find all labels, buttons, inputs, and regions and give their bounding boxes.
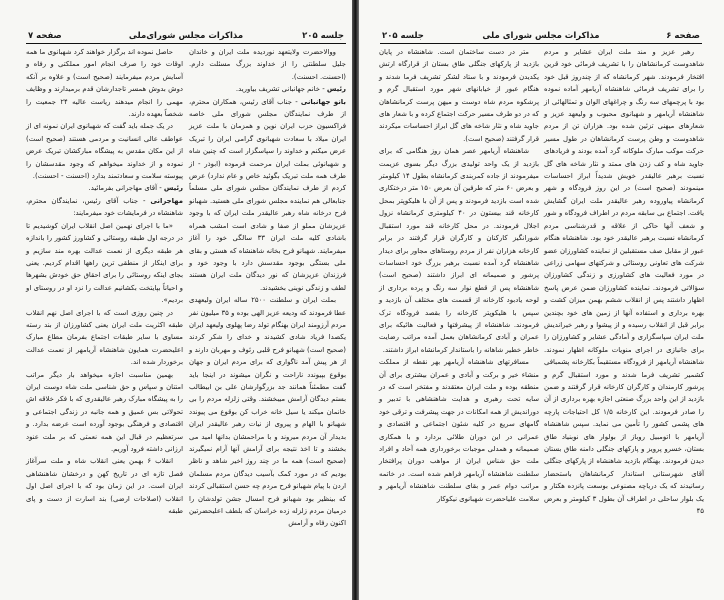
paragraph-text: مسافرتهای شاهنشاه آریامهر بهر نقطه از مملکت منشاء خیر و برکت و آبادی و عمران بیشتری برای آن منطقه بوده و ملت ایران معتقدند و مفتخر است که در سایه تحت رهبری و هدایت شاهنشاهی با تدبیر و دوراندیش از همه امکانات در جهت پیشرفت و ترقی خود گامهای سریع در کلیه شئون اجتماعی و اقتصادی و عمرانی در این دوران طلائی بردارد و با همکاری صمیمانه و همدلی موجبات برخورداری همه آحاد و افراد ملت حق شناس ایران از مواهب دوران پرافتخار سلطنت شاهنشاه آریامهر فراهم شده است. در خاتمه مراتب دوام عمر و بقای سلطنت شاهنشاه آریامهر و سلامت علیاحضرت شهبانوی نیکوکار bbox=[379, 358, 539, 503]
paragraph bbox=[26, 120, 183, 182]
paragraph bbox=[26, 46, 183, 120]
text-column bbox=[26, 46, 183, 517]
paragraph-text: - جناب آقای رئیس، همکاران محترم، از طرف نمایندگان مجلس شورای ملی خاصه فراکسیون حزب ایران نوین و همزمان با ملت عزیز ایران میلاد با سعادت شهبانوی گرامی ایران را تبریک عرض میکنم و خداوند را سپاسگزار است که چنین شاه و شهبانوئی بملت ایران مرحمت فرموده (ابوذر - از طرف همه ملت تبریک بگوئید خاص و عام ندارد) عرض کردم از طرف نمایندگان مجلس شورای ملی مسلماً جنابعالی هم نماینده مجلس شورای ملی هستید. شهبانو فرح درخانه شاه رهبر عالیقدر ملت ایران که با وجود عزیزشان مملو از صفا و شادی است امشب همراه باشادی کلیه ملت ایران ۳۳ سالگی خود را آغاز میفرمایند. شهبانو فرح بخانه شاهنشاه که هستی و بقای ملی بستگی بوجود مقدسش دارد با وجود خود و فرزندان عزیزشان که نور دیدگان ملت ایران هستند لطف و زندگی نوینی بخشیدند. bbox=[189, 97, 346, 292]
paragraph-text: متر در دست ساختمان است. شاهنشاه در پایان بازدید از پارکهای جنگلی طاق بستان از قرارگاه ارتش یکدیدن فرمودند و با ستاد لشکر تشریف فرما شدند و هنگام عبور از خیابانهای شهر مورد استقبال گرم و پرشکوه مردم شاه دوست و میهن پرست کرمانشاهان که در دو طرف مسیر حرکت اجتماع کرده و با شعار های جاوید شاه و نثار شاخه های گل ابراز احساسات میکردند قرار گرفتند (صحیح است). bbox=[379, 48, 539, 143]
speaker-name: رئیس bbox=[326, 85, 346, 94]
session-number: جلسه ۲۰۵ bbox=[382, 31, 424, 41]
left-page bbox=[0, 0, 354, 600]
paragraph-text: شاهنشاه آریامهر عصر همان روز هنگامی که برای بازدید از یک واحد تولیدی بزرگ دیگر بسوی عزیمت میفرمودند از جاده کمربندی کرمانشاه بطول ۱۴ کیلومتر و بعرض ۶۰ متر که طرفین آن بعرض ۱۵۰ متر درختکاری شده است بازدید فرمودند و پس از آن با هلیکوپتر بمحل کارخانه قند بیستون در ۴۰ کیلومتری کرمانشاه نزول اجلال فرمودند. در محل کارخانه قند مورد استقبال شورانگیز کارکنان و کارگران قرار گرفتند در برابر کارخانه هزاران نفر از مردم روستاهای مجاور برای دیدار شاهنشاه گرد آمده نسبت برهبر بزرگ خود احساسات پرشور و صمیمانه ای ابراز داشتند (صحیح است) شاهنشاه پس از قطع نوار سه رنگ و پرده برداری از لوحه یادبود کارخانه از قسمت های مختلف آن بازدید و سپس با هلیکوپتر کارخانه را بقصد فرودگاه ترک فرمودند. شاهنشاه از پیشرفتها و فعالیت هائیکه برای عمران و آبادی کرمانشاهان بعمل آمده مراتب رضایت خاطر خطیر شاهانه را باستاندار کرمانشاه ابراز داشتند. bbox=[379, 147, 539, 354]
paragraph-text: رهبر عزیز و مند ملت ایران عشایر و مردم شاهدوست کرمانشاهان را با تشریف فرمائی خود قرین افتخار فرمودند. شهر کرمانشاه که از چندروز قبل خود را برای تشریف فرمائی شاهنشاه آریامهر آماده نموده بود با پرچمهای سه رنگ و چراغهای الوان و تمثالهائی از شاهنشاه آریامهر و شهبانوی محبوب و ولیعهد عزیز و شعارهای میهنی تزئین شده بود. هزاران تن از مردم شاهدوست و وطن پرست کرمانشاهان در طول مسیر حرکت موکب مبارک ملوکانه گرد آمده بودند و فریادهای جاوید شاه و کف زدن های ممتد و نثار شاخه های گل نسبت برهبر عالیقدر خویش شدیداً ابراز احساسات مینمودند (صحیح است) در این روز فرودگاه و شهر کرمانشاه پیاوروده رهبر عالیقدر ملت ایران گشایش یافت. اجتماع بی سابقه مردم در اطراف فرودگاه و شور و شعف آنها حاکی از علاقه و قدرشناسی مردم کرمانشاه نسبت برهبر عالیقدر خود بود. شاهنشاه هنگام عبور از مقابل صف مستقبلین از نماینده کشاورزان عضو شرکت های تعاونی روستائی و شرکتهای سهامی زراعی در مورد فعالیت های کشاورزی و زندگی کشاورزان سؤالاتی فرمودند. نماینده کشاورزان ضمن عرض پاسخ اظهار داشتند پس از انقلاب ششم بهمن میزان کشت و بهره برداری و استفاده آنها از زمین های خود بچندین برابر قبل از انقلاب رسیده و از پیشوا و رهبر خیراندیش ملت ایران سپاسگزاری و آمادگی عشایر و کشاورزان را برای جانبازی در اجرای منویات ملوکانه اظهار نمودند. شاهنشاه آریامهر از فرودگاه مستقیماً بکارخانه پشمبافی کشمیر تشریف فرما شدند و مورد استقبال گرم و پرشور کارمندان و کارگران کارخانه قرار گرفتند و ضمن بازدید از این واحد بزرگ صنعتی اجازه بهره برداری از آن را صادر فرمودند. این کارخانه ۱/۵ کل احتیاجات پارچه های پشمی کشور را تأمین می نماید. سپس شاهنشاه آریامهر با اتومبیل روباز از بولوار های نوبنیاد طاق بستان، خسرو پرویز و پارکهای جنگلی دامنه طاق بستان دیدن فرمودند. بهنگام بازدید شاهنشاه از پارکهای جنگلی آقای شهرستانی استاندار کرمانشاهان باستحضار رسانیدند که یک دریاچه مصنوعی بوسعت پانزده هکتار و یک بلوار ساحلی در اطراف آن بطول ۳ کیلومتر و بعرض ۴۵ bbox=[544, 48, 705, 516]
paragraph-text: - آقای مهاجرانی بفرمائید. bbox=[88, 184, 164, 193]
paragraph bbox=[26, 369, 183, 456]
paragraph bbox=[26, 195, 183, 220]
session-number: جلسه ۲۰۵ bbox=[302, 31, 344, 41]
text-column bbox=[189, 46, 346, 530]
paragraph bbox=[189, 294, 346, 530]
paragraph bbox=[26, 220, 183, 307]
paragraph bbox=[189, 83, 346, 95]
paragraph bbox=[189, 46, 346, 83]
paragraph-text: انقلاب ۶ بهمن یعنی انقلاب شاه و ملت سرآغاز فصل تازه ای در تاریخ کهن و درخشان شاهنشاهی ایران است. در این زمان بود که با اجرای اصل اول انقلاب (اصلاحات ارضی) بند اسارت از دست و پای طبقه bbox=[26, 457, 183, 516]
header-title: مذاکرات مجلس شورای ملی bbox=[482, 31, 600, 41]
paragraph-text: در چنین روزی است که با اجرای اصل نهم انقلاب طبقه اکثریت ملت ایران یعنی کشاورزان از بند رسته مساوی با سایر طبقات اجتماع بفرمان مطاع مبارک اعلیحضرت همایون شاهنشاه آریامهر از نعمت عدالت برخوردار شده اند. bbox=[26, 308, 183, 367]
paragraph bbox=[26, 307, 183, 369]
speaker-name: بانو جهانبانی bbox=[300, 97, 346, 106]
header-title: مذاکرات مجلس شورای‌ملی bbox=[128, 31, 244, 41]
paragraph bbox=[26, 182, 183, 194]
paragraph bbox=[379, 145, 539, 356]
paragraph-text: «ما با اجرای نهمین اصل انقلاب ایران کوشیدیم تا در درجه اول طبقه روستائی و کشاورز کشور را باندازه هر طبقه دیگری از نعمت عدالت بهره مند سازیم و برای اینکار از منطقی ترین راهها اقدام کردیم. یعنی بجای اینکه روستائی را برای احقاق حق خودش بشهرها و احیاناً بپایتخت بکشانیم عدالت را نزد او در روستای او بردیم». bbox=[26, 221, 183, 305]
paragraph-text: بملت ایران و سلطنت ۲۵۰۰ ساله ایران ولیعهدی عطا فرمودند که ودیعه عزیز الهی بوده و ۳۵ میلیون نفر مردم آرزومند ایران بهنگام تولد رضا پهلوی ولیعهد ایران یکصدا فریاد شادی کشیدند و خدای را شکر کردند (صحیح است) شهبانو فرح قلبی رئوف و مهربان دارند و از هر پیش آمد ناگواری که برای مردم ایران و جهان بوقوع بپیوندد ناراحت و نگران میشوند در اینجا باید گفت مطمئناً همانند جد بزرگوارشان علی بن ابیطالب بستم دیدگان آرامش میبخشند. وقتی زلزله مردم را بی خانمان میکند یا سیل خانه خراب کن بوقوع می پیوندد شهبانو با الهام و پیروی از نیات رهبر عالیقدر ایران بدیدار آن مردم میروند و با مراحمشان بدانها امید می بخشند و تا اخذ نتیجه برای آرامش آنها آرام نمیگیرند (صحیح است) همه ما در چند روز اخیر شاهد و ناظر بودیم که در مورد کمک بآسیب دیدگان مردم مسلمان اردن با پیام شهبانو فرح مردم چه حسن استقبالی کردند که بینظیر بود شهبانو فرح امسال جشن تولدشان را درمیان مردم زلزله زده خراسان که بلطف اعلیحضرتین اکنون رفاه و آرامش bbox=[188, 296, 346, 528]
paragraph-text: - جناب آقای رئیس، نمایندگان محترم، شاهنشاه در فرمایشات خود میفرمایند: bbox=[26, 196, 183, 218]
paragraph bbox=[379, 356, 539, 505]
paragraph bbox=[544, 46, 704, 517]
text-column bbox=[544, 46, 704, 517]
paragraph bbox=[189, 96, 346, 295]
paragraph-text: - خانم جهانبانی تشریف بیاورید. bbox=[235, 85, 327, 94]
speaker-name: رئیس bbox=[163, 184, 183, 193]
paragraph-text: بهمین مناسبت اجازه میخواهد بار دیگر مراتب امتنان و سپاس و حق شناسی ملت شاه دوست ایران را به پیشگاه مبارک رهبر عالیقدری که با فکر خلاقه اش تحولاتی بس عمیق و همه جانبه در زندگی اجتماعی و اقتصادی و فرهنگی بوجود آورده است عرضه بدارد. و سرتعظیم در قبال این همه نعمتی که بر ملت عنود ارزانی داشته فرود آوریم. bbox=[26, 370, 183, 453]
page-spine-divider bbox=[352, 0, 359, 600]
speaker-name: مهاجرانی bbox=[150, 196, 183, 205]
paragraph bbox=[26, 455, 183, 517]
paragraph-text: ووالاحضرت ولایتعهد نوردیده ملت ایران و خاندان جلیل سلطنتی را از خداوند بزرگ مسئلت دارم. (احسنت. احسنت). bbox=[189, 48, 346, 81]
paragraph-text: در یک جمله باید گفت که شهبانوی ایران نمونه ای از عواطف عالی انسانیت و مردمی هستند (صحیح است) از این مکان مقدس به پیشگاه مبارکشان تبریک عرض نموده و از خداوند میخواهم که وجود مقدسشان را پیوسته سلامت و سعادتمند بدارد (احسنت - احسنت). bbox=[26, 122, 183, 181]
paragraph-text: حاصل نموده اند برگزار خواهند کرد شهبانوی ما همه اوقات خود را صرف انجام امور مملکتی و رفاه و آسایش مردم میفرمایند (صحیح است) و علاوه بر آنکه دوش بدوش همسر تاجدارشان قدم برمیدارند و وظایف مهمی را انجام میدهند ریاست عالیه ۲۴ جمعیت را شخصاً بعهده دارند. bbox=[26, 48, 184, 119]
text-column bbox=[379, 46, 539, 505]
right-page bbox=[360, 0, 724, 600]
paragraph bbox=[379, 46, 539, 145]
page-number: صفحه ۶ bbox=[666, 31, 700, 41]
page-number: صفحه ۷ bbox=[28, 31, 62, 41]
page-header bbox=[380, 32, 702, 44]
page-header bbox=[26, 32, 346, 44]
